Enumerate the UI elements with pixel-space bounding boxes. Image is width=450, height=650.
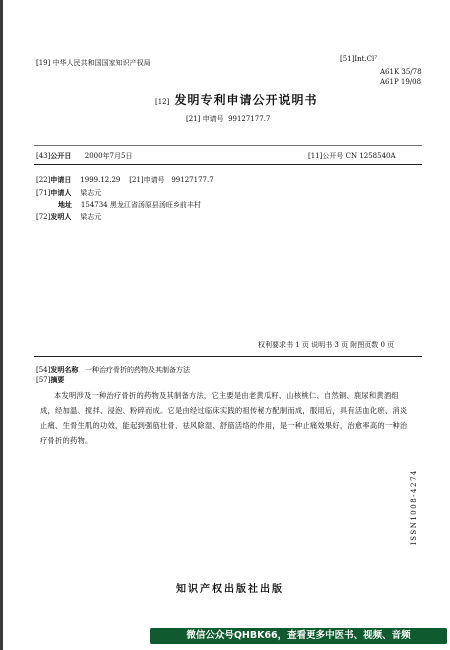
name-label: 发明名称 bbox=[50, 365, 79, 374]
publication-date-line bbox=[36, 151, 132, 161]
left-edge-bar bbox=[0, 0, 3, 650]
intcl-code: [51] bbox=[340, 55, 355, 63]
abstract-code: [57] bbox=[36, 376, 51, 384]
pub-date-value: 2000年7月5日 bbox=[84, 152, 133, 160]
abstract-heading bbox=[36, 375, 64, 385]
issn-vertical: ISSN1008-4274 bbox=[410, 469, 418, 545]
wechat-banner: 微信公众号QHBK66，查看更多中医书、视频、音频 bbox=[150, 628, 447, 644]
rule-top bbox=[34, 145, 422, 146]
appno-label: 申请号 bbox=[143, 176, 165, 184]
abstract-text: 本发明涉及一种治疗骨折的药物及其制备方法，它主要是由老黄瓜籽、山核桃仁、自然铜、鹿尿和黄酒组成，经加温、搅拌、浸泡、粉碎而成。它是由经过临床实践的祖传秘方配制而成，服用后，具有活血化瘀、消炎止痛、生骨生肌的功效，能起到强筋壮骨、祛风除湿、舒筋活络的作用，是一种止痛效果好，治愈率高的一种治疗骨折的药物。 bbox=[40, 391, 408, 445]
invention-name: 一种治疗骨折的药物及其制备方法 bbox=[85, 366, 191, 374]
publication-number-line bbox=[308, 151, 396, 161]
invention-name-line bbox=[36, 365, 190, 375]
inventor-code: [72] bbox=[36, 213, 51, 221]
pub-date-code: [43] bbox=[36, 152, 51, 160]
ipc-secondary: A61P 19/08 bbox=[380, 78, 422, 86]
abstract-label: 摘要 bbox=[50, 375, 65, 384]
publisher: 知识产权出版社出版 bbox=[176, 584, 284, 595]
title-text: 发明专利申请公开说明书 bbox=[174, 93, 318, 107]
patent-office-line bbox=[36, 58, 151, 68]
application-number-line bbox=[186, 114, 270, 124]
ipc-primary: A61K 35/78 bbox=[380, 68, 422, 76]
pub-no-label: 公开号 bbox=[322, 152, 344, 160]
filing-date: 1999.12.29 bbox=[80, 176, 121, 184]
rule-middle bbox=[34, 356, 422, 357]
intcl-line bbox=[340, 55, 377, 63]
pub-date-label: 公开日 bbox=[50, 151, 72, 160]
office-code: [19] bbox=[36, 59, 51, 67]
rule-publication bbox=[34, 164, 422, 165]
address-value: 154734 黑龙江省汤原县汤旺乡前丰村 bbox=[80, 201, 201, 209]
inventor-line bbox=[36, 212, 101, 222]
appno-value: 99127177.7 bbox=[171, 176, 214, 184]
document-title bbox=[155, 89, 317, 108]
app-no-value: 99127177.7 bbox=[228, 115, 271, 123]
pub-no-value: CN 1258540A bbox=[345, 152, 396, 160]
inventor-label: 发明人 bbox=[50, 212, 72, 221]
filing-line bbox=[36, 175, 214, 185]
filing-label: 申请日 bbox=[50, 175, 72, 184]
applicant-code: [71] bbox=[36, 189, 51, 197]
filing-code: [22] bbox=[36, 176, 51, 184]
applicant-line bbox=[36, 188, 101, 198]
title-code: [12] bbox=[155, 98, 170, 106]
applicant-value: 梁志元 bbox=[80, 189, 102, 197]
intcl-label: Int.Cl⁷ bbox=[354, 55, 378, 63]
app-no-code: [21] bbox=[186, 115, 201, 123]
applicant-label: 申请人 bbox=[50, 188, 72, 197]
name-code: [54] bbox=[36, 366, 51, 374]
office-name: 中华人民共和国国家知识产权局 bbox=[52, 59, 151, 67]
address-label: 地址 bbox=[58, 200, 72, 209]
inventor-value: 梁志元 bbox=[80, 213, 102, 221]
address-line bbox=[58, 200, 201, 210]
app-no-label: 申请号 bbox=[202, 115, 224, 123]
page-counts: 权利要求书 1 页 说明书 3 页 附图页数 0 页 bbox=[258, 341, 395, 349]
pub-no-code: [11] bbox=[308, 152, 323, 160]
appno-code: [21] bbox=[129, 176, 144, 184]
